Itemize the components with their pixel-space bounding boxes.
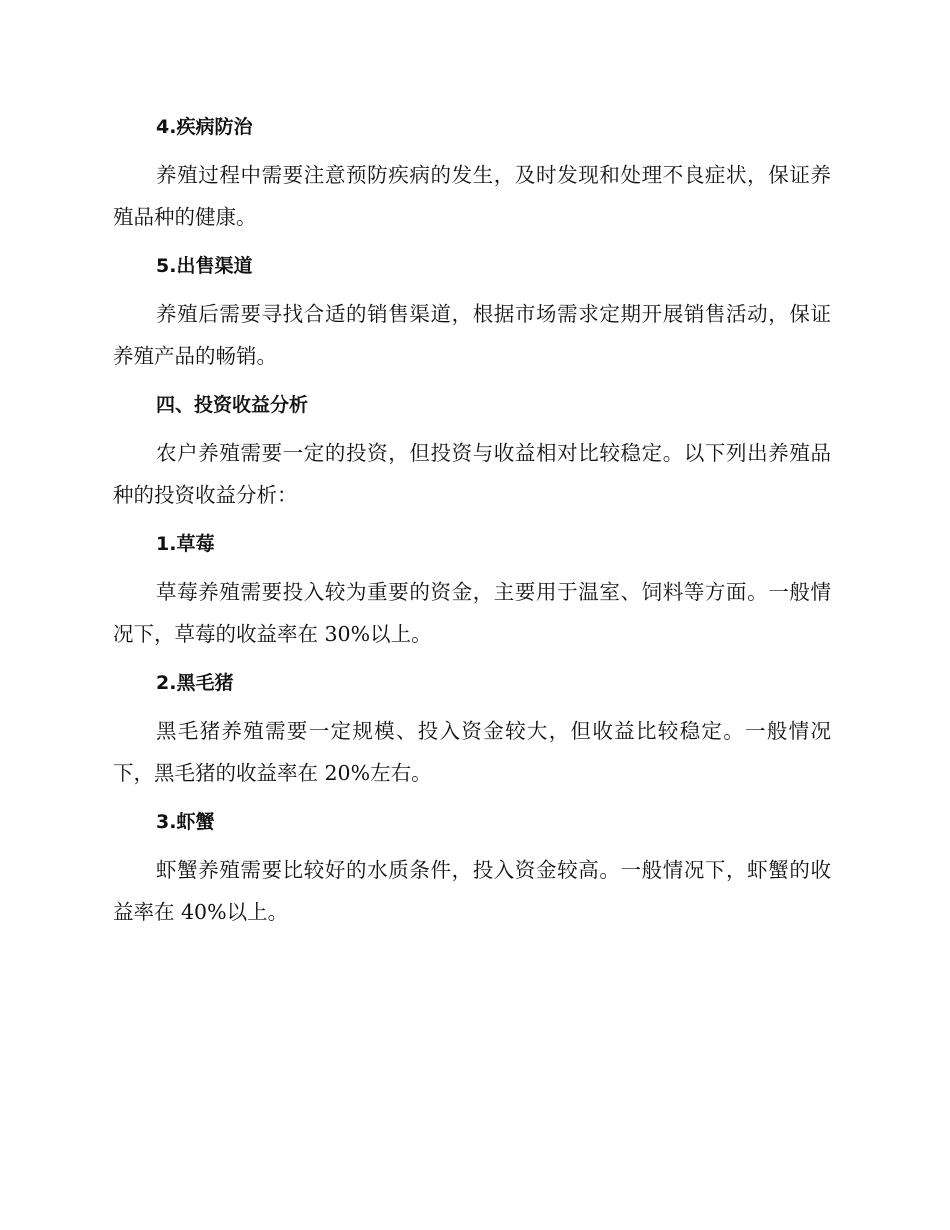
section-heading-sales-channels: 5.出售渠道 [156, 255, 253, 277]
section-heading-shrimp-crab: 3.虾蟹 [156, 811, 215, 833]
document-body [113, 108, 831, 933]
paragraph-strawberry: 草莓养殖需要投入较为重要的资金，主要用于温室、饲料等方面。一般情况下，草莓的收益率在 30%以上。 [113, 580, 831, 646]
paragraph-shrimp-crab: 虾蟹养殖需要比较好的水质条件，投入资金较高。一般情况下，虾蟹的收益率在 40%以上。 [113, 858, 831, 924]
paragraph-disease-prevention: 养殖过程中需要注意预防疾病的发生，及时发现和处理不良症状，保证养殖品种的健康。 [113, 163, 831, 229]
paragraph-black-pig: 黑毛猪养殖需要一定规模、投入资金较大，但收益比较稳定。一般情况下，黑毛猪的收益率在 20%左右。 [113, 719, 831, 785]
paragraph-sales-channels: 养殖后需要寻找合适的销售渠道，根据市场需求定期开展销售活动，保证养殖产品的畅销。 [113, 302, 831, 368]
section-heading-black-pig: 2.黑毛猪 [156, 672, 234, 694]
section-heading-strawberry: 1.草莓 [156, 533, 215, 555]
section-heading-investment-return: 四、投资收益分析 [156, 394, 309, 416]
section-heading-disease-prevention: 4.疾病防治 [156, 116, 253, 138]
paragraph-investment-return: 农户养殖需要一定的投资，但投资与收益相对比较稳定。以下列出养殖品种的投资收益分析： [113, 441, 831, 507]
